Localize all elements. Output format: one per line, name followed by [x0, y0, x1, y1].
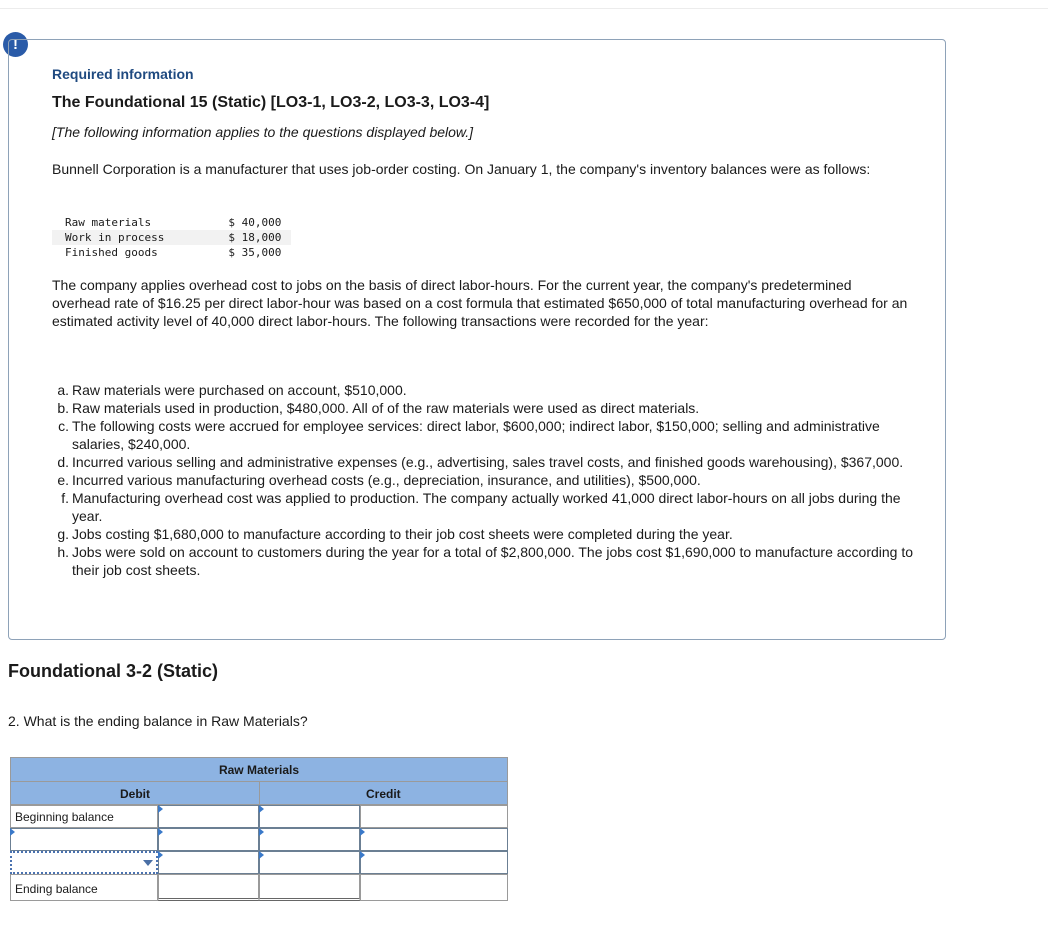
applies-note: [The following information applies to the questions displayed below.] [52, 124, 474, 140]
transaction-letter: d. [57, 454, 69, 470]
transaction-text: Manufacturing overhead cost was applied to production. The company actually worked 41,000 direct labor-hours on all jobs during the year. [72, 490, 901, 524]
credit-header: Credit [366, 787, 401, 801]
inventory-amount: $ 35,000 [228, 246, 282, 259]
transaction-letter: a. [57, 382, 69, 398]
question-text: 2. What is the ending balance in Raw Materials? [8, 713, 308, 729]
top-divider [0, 8, 1048, 9]
list-item [52, 453, 922, 471]
list-item [52, 399, 922, 417]
inventory-label: Raw materials [65, 216, 152, 229]
transaction-text: Raw materials were purchased on account, $510,000. [72, 382, 407, 398]
transaction-text: Raw materials used in production, $480,000. All of of the raw materials were used as direct materials. [72, 400, 700, 416]
transaction-letter: f. [61, 490, 69, 506]
problem-title: The Foundational 15 (Static) [LO3-1, LO3-2, LO3-3, LO3-4] [52, 94, 490, 111]
credit-amount-input-2[interactable] [259, 828, 360, 851]
overhead-paragraph: The company applies overhead cost to jobs on the basis of direct labor-hours. For the current year, the company's predetermined overhead rate of $16.25 per direct labor-hour was based on a cost formula that estimated $650,000 of total manufacturing overhead for an estimated activity level of 40,000 direct labor-hours. The following transactions were recorded for the year: [52, 277, 908, 329]
ending-balance-label: Ending balance [10, 874, 158, 901]
transaction-letter: c. [58, 418, 69, 434]
column-divider [259, 782, 260, 805]
debit-header: Debit [120, 787, 150, 801]
required-information-panel [8, 39, 946, 640]
inventory-row [52, 215, 291, 230]
transaction-letter: h. [57, 544, 69, 560]
transactions-list [52, 381, 922, 579]
debit-amount-input-3[interactable] [158, 851, 259, 874]
beginning-credit-amount-input[interactable] [259, 805, 360, 828]
intro-paragraph: Bunnell Corporation is a manufacturer that uses job-order costing. On January 1, the company's inventory balances were as follows: [52, 161, 871, 177]
transaction-letter: g. [57, 526, 69, 542]
list-item [52, 471, 922, 489]
t-account-title: Raw Materials [10, 757, 508, 782]
ending-credit-amount-input[interactable] [259, 874, 360, 901]
inventory-amount: $ 40,000 [228, 216, 282, 229]
list-item [52, 381, 922, 399]
transaction-text: Incurred various manufacturing overhead costs (e.g., depreciation, insurance, and utilities), $500,000. [72, 472, 701, 488]
inventory-label: Work in process [52, 230, 172, 245]
transaction-letter: e. [57, 472, 69, 488]
raw-materials-t-account [10, 757, 508, 901]
transaction-text: The following costs were accrued for employee services: direct labor, $600,000; indirect labor, $150,000; selling and administrative salaries, $240,000. [72, 418, 880, 452]
inventory-label: Finished goods [65, 246, 158, 259]
list-item [52, 525, 922, 543]
credit-account-input-2[interactable] [360, 828, 508, 851]
ending-debit-input[interactable] [158, 874, 259, 901]
beginning-balance-label: Beginning balance [10, 805, 158, 828]
foundational-heading: Foundational 3-2 (Static) [8, 661, 219, 681]
inventory-row [52, 230, 291, 245]
list-item [52, 543, 922, 579]
debit-amount-input-2[interactable] [158, 828, 259, 851]
transaction-letter: b. [57, 400, 69, 416]
required-information-label: Required information [52, 66, 194, 82]
transaction-text: Jobs were sold on account to customers during the year for a total of $2,800,000. The jobs cost $1,690,000 to manufacture according to their job cost sheets. [72, 544, 914, 578]
chevron-down-icon[interactable] [143, 860, 153, 866]
beginning-debit-input[interactable] [158, 805, 259, 828]
credit-amount-input-3[interactable] [259, 851, 360, 874]
list-item [52, 489, 922, 525]
transaction-text: Incurred various selling and administrative expenses (e.g., advertising, sales travel costs, and finished goods warehousing), $367,000. [72, 454, 904, 470]
exclamation-icon: ! [3, 32, 28, 57]
transaction-text: Jobs costing $1,680,000 to manufacture according to their job cost sheets were completed during the year. [72, 526, 733, 542]
t-account-column-headers [10, 781, 508, 805]
inventory-row [52, 245, 291, 260]
inventory-balances-table [52, 215, 291, 260]
credit-account-input-3[interactable] [360, 851, 508, 874]
ending-credit-label-cell [360, 874, 508, 901]
list-item [52, 417, 922, 453]
inventory-amount: $ 18,000 [172, 230, 291, 245]
debit-account-input-2[interactable] [10, 828, 158, 851]
debit-account-select-3[interactable] [10, 851, 158, 874]
beginning-credit-label-cell [360, 805, 508, 828]
